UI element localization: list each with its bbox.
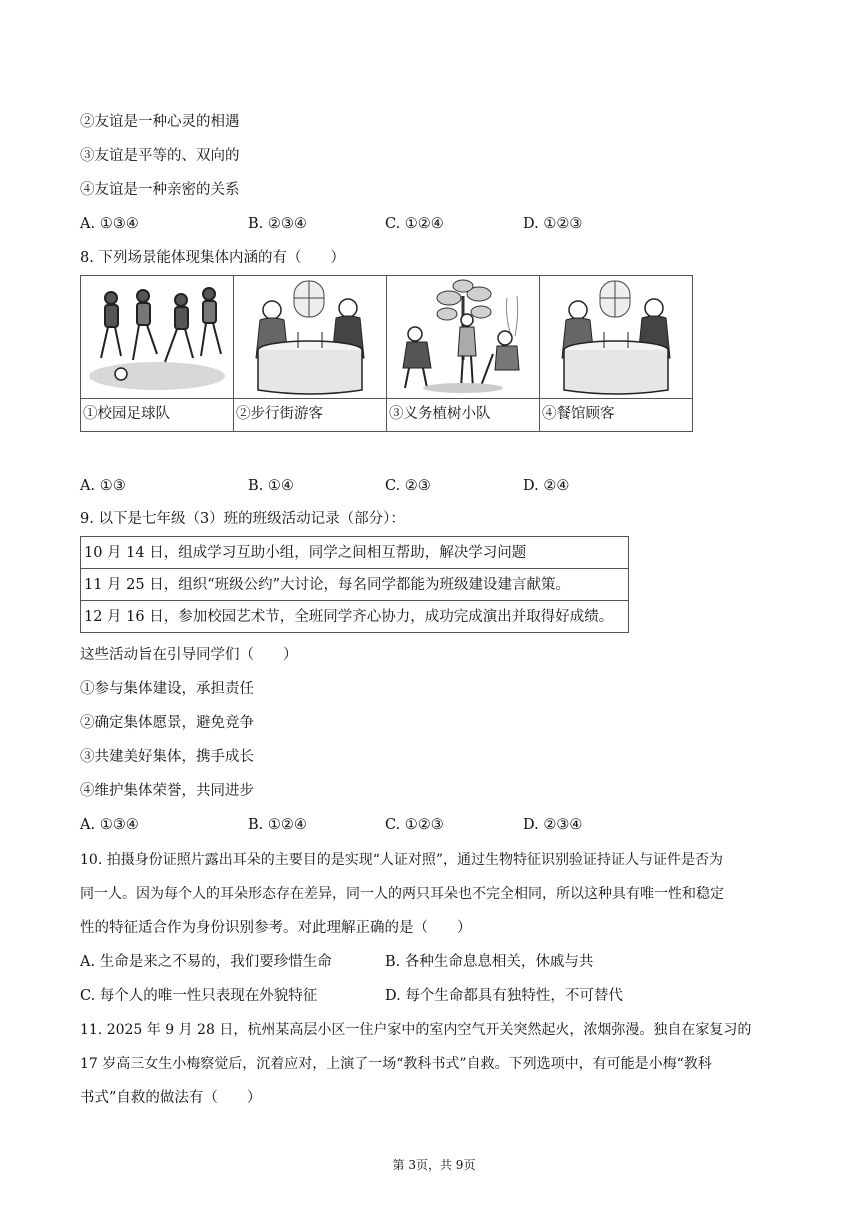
q11-stem-line-2: 17 岁高三女生小梅察觉后，沉着应对，上演了一场“教科书式”自救。下列选项中，有可能是小梅“教科 [80,1056,712,1072]
caption-restaurant-customers: ④餐馆顾客 [540,399,693,432]
q8-option-d: D. ②④ [523,478,570,494]
q9-item-2: ②确定集体愿景，避免竞争 [80,715,254,731]
q10-option-b: B. 各种生命息息相关，休戚与共 [385,954,594,970]
q10-option-a: A. 生命是来之不易的，我们要珍惜生命 [80,954,332,970]
statement-3: ③友谊是平等的、双向的 [80,148,240,164]
q10-stem-line-2: 同一人。因为每个人的耳朵形态存在差异，同一人的两只耳朵也不完全相同，所以这种具有唯一性和稳定 [80,886,724,902]
q11-stem-line-3: 书式”自救的做法有（ ） [80,1090,262,1106]
statement-4: ④友谊是一种亲密的关系 [80,182,240,198]
q8-scene-table [80,275,693,432]
scene-restaurant-image [540,276,693,399]
q10-option-c: C. 每个人的唯一性只表现在外貌特征 [80,988,318,1004]
q10-option-d: D. 每个生命都具有独特性，不可替代 [385,988,623,1004]
q9-item-1: ①参与集体建设，承担责任 [80,681,254,697]
record-row: 10 月 14 日，组成学习互助小组，同学之间相互帮助，解决学习问题 [81,537,629,569]
q9-item-3: ③共建美好集体，携手成长 [80,749,254,765]
q8-option-c: C. ②③ [385,478,431,494]
q8-option-b: B. ①④ [248,478,294,494]
q9-question: 这些活动旨在引导同学们（ ） [80,647,298,663]
scene-street-tourists-image [234,276,387,399]
q9-option-c: C. ①②③ [385,817,444,833]
q7-option-d: D. ①②③ [523,216,583,232]
scene-tree-planting-image [387,276,540,399]
q7-option-b: B. ②③④ [248,216,307,232]
page-footer: 第 3页，共 9页 [392,1158,476,1172]
q9-stem: 9. 以下是七年级（3）班的班级活动记录（部分）： [80,511,405,527]
caption-football-team: ①校园足球队 [81,399,234,432]
q8-stem: 8. 下列场景能体现集体内涵的有（ ） [80,250,345,266]
q9-item-4: ④维护集体荣誉，共同进步 [80,783,254,799]
q10-stem-line-1: 10. 拍摄身份证照片露出耳朵的主要目的是实现“人证对照”，通过生物特征识别验证持证人与证件是否为 [80,852,724,868]
q9-option-a: A. ①③④ [80,817,139,833]
caption-street-tourists: ②步行街游客 [234,399,387,432]
record-row: 11 月 25 日，组织“班级公约”大讨论，每名同学都能为班级建设建言献策。 [81,569,629,601]
q8-option-a: A. ①③ [80,478,126,494]
caption-tree-planting-team: ③义务植树小队 [387,399,540,432]
statement-2: ②友谊是一种心灵的相遇 [80,114,240,130]
q11-stem-line-1: 11. 2025 年 9 月 28 日，杭州某高层小区一住户家中的室内空气开关突然起火，浓烟弥漫。独自在家复习的 [80,1022,752,1038]
q9-activity-record-table [80,536,629,633]
record-row: 12 月 16 日，参加校园艺术节，全班同学齐心协力，成功完成演出并取得好成绩。 [81,601,629,633]
q10-stem-line-3: 性的特征适合作为身份识别参考。对此理解正确的是（ ） [80,920,472,936]
scene-football-image [81,276,234,399]
q7-option-c: C. ①②④ [385,216,444,232]
q9-option-d: D. ②③④ [523,817,583,833]
q9-option-b: B. ①②④ [248,817,307,833]
q7-option-a: A. ①③④ [80,216,139,232]
